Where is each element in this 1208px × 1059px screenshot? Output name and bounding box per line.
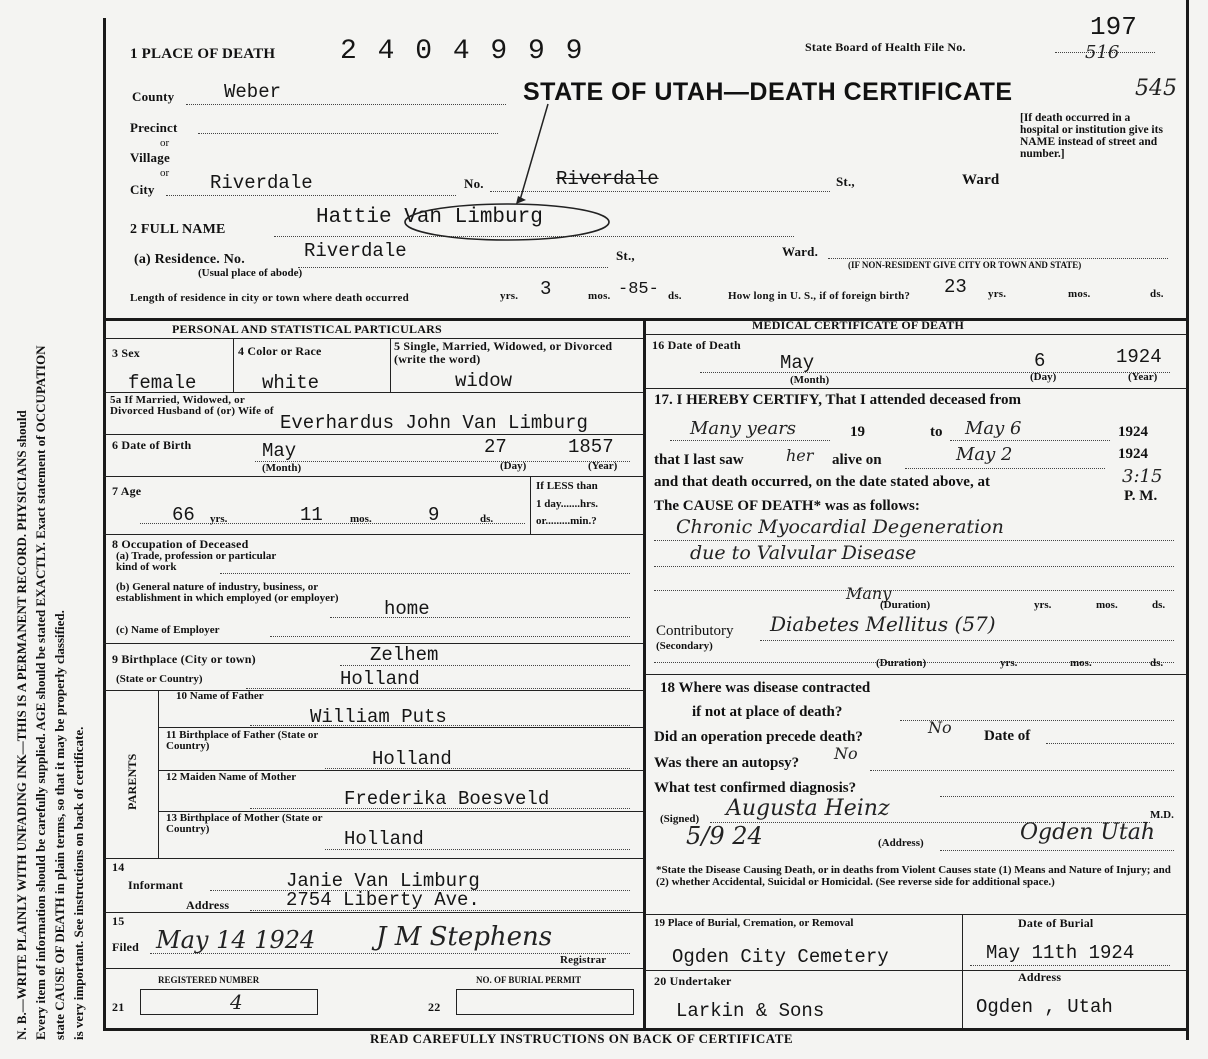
attended-from: Many years	[690, 418, 797, 439]
us-years: 23	[944, 276, 967, 298]
sidebar-line-4: is very important. See instructions on back of certificate.	[71, 726, 86, 1040]
physician-signature: Augusta Heinz	[726, 796, 890, 821]
residence-label: (a) Residence. No.	[134, 252, 245, 267]
duration-mos-1: mos.	[1096, 599, 1118, 611]
rule-undertaker	[645, 970, 1187, 971]
length-mos-struck: -85-	[618, 280, 659, 299]
father-bp-line	[325, 768, 630, 769]
registered-number-box	[140, 989, 318, 1015]
burial-date-label: Date of Burial	[1018, 916, 1094, 930]
footnote: *State the Disease Causing Death, or in deaths from Violent Causes state (1) Means and Nature of Injury; and (2) whether Accidental, Suicidal or Homicidal. (See reverse side for additional space.)	[656, 864, 1171, 888]
village-label: Village	[130, 150, 170, 165]
occ-a-line	[220, 573, 630, 574]
mother-line	[250, 808, 630, 809]
age-days: 9	[428, 504, 440, 526]
title-arrow	[510, 100, 560, 210]
file-number-handwritten: 516	[1085, 42, 1120, 63]
rule-burial	[645, 914, 1187, 915]
filed-line	[150, 953, 630, 954]
medical-heading: MEDICAL CERTIFICATE OF DEATH	[752, 318, 964, 332]
frame-left	[103, 18, 106, 1028]
death-date-line	[700, 372, 1170, 373]
marital-value: widow	[455, 370, 513, 392]
registered-number-label: REGISTERED NUMBER	[158, 975, 260, 985]
sidebar-line-1: N. B.—WRITE PLAINLY WITH UNFADING INK—THIS IS A PERMANENT RECORD. PHYSICIANS should	[14, 410, 29, 1040]
rule-occupation	[103, 534, 643, 535]
duration-mos-2: mos.	[1070, 657, 1092, 669]
spouse-value: Everhardus John Van Limburg	[280, 412, 588, 434]
age-line	[140, 523, 525, 524]
residence-value: Riverdale	[304, 240, 407, 262]
rule-registered	[103, 968, 643, 969]
or-1: or	[160, 137, 170, 149]
father-line	[250, 725, 630, 726]
autopsy-value: No	[834, 744, 858, 763]
cause-line-3-rule	[654, 590, 1174, 591]
death-year-label: (Year)	[1128, 371, 1158, 383]
certificate-title: STATE OF UTAH—DEATH CERTIFICATE	[523, 78, 1013, 106]
county-label: County	[132, 89, 175, 104]
dob-day: 27	[484, 436, 507, 458]
occupation-label: 8 Occupation of Deceased	[112, 537, 249, 551]
county-value: Weber	[224, 81, 282, 103]
duration-ds-2: ds.	[1150, 657, 1164, 669]
city-line	[166, 195, 456, 196]
death-month-label: (Month)	[790, 374, 830, 386]
us-yrs-label: yrs.	[988, 288, 1007, 300]
birthplace-city-line	[340, 665, 630, 666]
father-birthplace-label: 11 Birthplace of Father (State or Country)	[166, 729, 319, 752]
rule-item18	[645, 674, 1187, 675]
file-no-line	[1055, 52, 1155, 53]
filed-date: May 14 1924	[156, 926, 316, 954]
informant-address-value: 2754 Liberty Ave.	[286, 889, 480, 911]
informant-address-line	[250, 910, 630, 911]
death-time: 3:15	[1122, 466, 1163, 487]
item-22-label: 22	[428, 1000, 441, 1014]
st-label: St.,	[836, 174, 855, 189]
res-st-label: St.,	[616, 248, 635, 263]
rule-sex-color	[233, 338, 234, 392]
hospital-note: [If death occurred in a hospital or institution give its NAME instead of street and number.]	[1020, 112, 1163, 160]
registrar-label: Registrar	[560, 954, 607, 966]
residence-line	[298, 267, 608, 268]
birthplace-state-label: (State or Country)	[116, 673, 203, 685]
father-birthplace-value: Holland	[372, 748, 452, 770]
last-saw-label: that I last saw	[654, 452, 744, 468]
mother-birthplace-label: 13 Birthplace of Mother (State or Country)	[166, 812, 323, 835]
occupation-c-label: (c) Name of Employer	[116, 624, 220, 636]
how-long-label: How long in U. S., if of foreign birth?	[728, 290, 911, 302]
age-yrs-label: yrs.	[210, 513, 228, 525]
color-value: white	[262, 372, 320, 394]
no-value-struck: Riverdale	[556, 168, 659, 190]
rule-burial-col	[962, 914, 963, 1029]
surname-circle	[402, 200, 612, 244]
occupation-b-value: home	[384, 598, 430, 620]
signed-date: 5/9 24	[686, 822, 763, 850]
father-label: 10 Name of Father	[176, 690, 264, 702]
contributory-line	[760, 640, 1174, 641]
rule-age	[103, 476, 643, 477]
sex-label: 3 Sex	[112, 346, 140, 360]
certificate-number: 2 4 0 4 9 9 9	[340, 36, 585, 67]
dob-label: 6 Date of Birth	[112, 438, 192, 452]
dob-day-label: (Day)	[500, 460, 527, 472]
certify-label: 17. I HEREBY CERTIFY, That I attended deceased from	[654, 392, 1022, 408]
sidebar-instructions	[0, 0, 100, 1059]
precinct-label: Precinct	[130, 120, 178, 135]
dob-year-label: (Year)	[588, 460, 618, 472]
dob-line	[255, 461, 630, 462]
age-ds-label: ds.	[480, 513, 494, 525]
mother-value: Frederika Boesveld	[344, 788, 550, 810]
burial-place-value: Ogden City Cemetery	[672, 946, 889, 968]
secondary-label: (Secondary)	[656, 640, 713, 652]
death-day-label: (Day)	[1030, 371, 1057, 383]
physician-address: Ogden Utah	[1020, 820, 1156, 845]
nineteen-2: 1924	[1118, 424, 1148, 440]
not-at-place-label: if not at place of death?	[692, 704, 843, 720]
burial-place-label: 19 Place of Burial, Cremation, or Removal	[654, 917, 854, 929]
birthplace-city: Zelhem	[370, 644, 439, 666]
informant-address-label: Address	[186, 898, 230, 912]
age-mos-label: mos.	[350, 513, 372, 525]
last-saw-who: her	[786, 446, 814, 465]
undertaker-label: 20 Undertaker	[654, 974, 732, 988]
duration-label-1: (Duration)	[880, 599, 931, 611]
address-line	[940, 850, 1174, 851]
nonresident-note: (IF NON-RESIDENT GIVE CITY OR TOWN AND STATE)	[848, 260, 1082, 270]
nineteen-1: 19	[850, 424, 865, 440]
undertaker-address-label: Address	[1018, 970, 1062, 984]
file-number: 197	[1090, 12, 1137, 42]
attended-from-line	[670, 440, 830, 441]
father-value: William Puts	[310, 706, 447, 728]
mother-bp-line	[325, 849, 630, 850]
duration-value: Many	[846, 584, 892, 603]
or-min-label: or.........min.?	[536, 515, 597, 527]
burial-date-value: May 11th 1924	[986, 942, 1135, 964]
date-of-label: Date of	[984, 728, 1031, 744]
md-label: M.D.	[1150, 809, 1174, 821]
dob-month-label: (Month)	[262, 462, 302, 474]
ward-label: Ward	[962, 172, 1000, 188]
autopsy-label: Was there an autopsy?	[654, 755, 800, 771]
operation-label: Did an operation precede death?	[654, 729, 863, 745]
day-hrs-label: 1 day.......hrs.	[536, 498, 599, 510]
age-years: 66	[172, 504, 195, 526]
attended-to: May 6	[965, 418, 1022, 439]
operation-value: No	[928, 718, 952, 737]
burial-permit-box	[456, 989, 634, 1015]
duration-yrs-1: yrs.	[1034, 599, 1052, 611]
burial-date-line	[970, 965, 1170, 966]
us-ds-label: ds.	[1150, 288, 1164, 300]
precinct-line	[198, 133, 498, 134]
age-months: 11	[300, 504, 323, 526]
signed-label: (Signed)	[660, 813, 700, 825]
res-ward-label: Ward.	[782, 244, 819, 259]
death-day: 6	[1034, 350, 1046, 372]
undertaker-address-value: Ogden , Utah	[976, 996, 1113, 1018]
sidebar-line-3: state CAUSE OF DEATH in plain terms, so that it may be properly classified.	[52, 610, 67, 1040]
res-ward-line	[828, 258, 1168, 259]
birthplace-country-line	[246, 688, 630, 689]
to-label: to	[930, 424, 943, 440]
burial-permit-label: NO. OF BURIAL PERMIT	[476, 975, 582, 985]
item-14-label: 14	[112, 860, 125, 874]
cause-line-1: Chronic Myocardial Degeneration	[676, 516, 1004, 538]
personal-heading: PERSONAL AND STATISTICAL PARTICULARS	[172, 322, 442, 336]
rule-informant	[103, 858, 643, 859]
occupation-a-label: (a) Trade, profession or particular kind of work	[116, 550, 277, 573]
alive-on-label: alive on	[832, 452, 882, 468]
parents-label: PARENTS	[125, 753, 139, 810]
duration-ds-1: ds.	[1152, 599, 1166, 611]
full-name-value: Hattie Van Limburg	[316, 206, 543, 229]
sex-value: female	[128, 372, 197, 394]
rule-father-bp	[158, 727, 643, 728]
death-date-label: 16 Date of Death	[652, 338, 741, 352]
mother-label: 12 Maiden Name of Mother	[166, 771, 297, 783]
marital-label: 5 Single, Married, Widowed, or Divorced (write the word)	[394, 339, 613, 366]
length-yrs: 3	[540, 278, 552, 300]
death-occurred-label: and that death occurred, on the date stated above, at	[654, 474, 990, 490]
alive-on-line	[905, 468, 1105, 469]
contributory-label: Contributory	[656, 623, 734, 639]
us-mos-label: mos.	[1068, 288, 1091, 300]
rule-dob	[103, 434, 643, 435]
rule-parents-col	[158, 690, 159, 858]
rule-color-marital	[390, 338, 391, 392]
city-value: Riverdale	[210, 172, 313, 194]
occ-c-line	[270, 636, 630, 637]
occ-b-line	[330, 617, 630, 618]
cause-line-2-rule	[654, 566, 1174, 567]
undertaker-value: Larkin & Sons	[676, 1000, 825, 1022]
cause-line-2: due to Valvular Disease	[690, 542, 917, 564]
rule-medical-head	[645, 334, 1187, 335]
color-label: 4 Color or Race	[238, 344, 322, 358]
full-name-label: 2 FULL NAME	[130, 222, 226, 237]
registrar-signature: J M Stephens	[376, 922, 553, 952]
duration-label-2: (Duration)	[876, 657, 927, 669]
alive-on-value: May 2	[956, 444, 1013, 465]
length-ds-label: ds.	[668, 290, 682, 302]
dob-month: May	[262, 440, 297, 462]
frame-right	[1186, 0, 1189, 1040]
footer-instructions: READ CAREFULLY INSTRUCTIONS ON BACK OF CERTIFICATE	[370, 1031, 794, 1046]
autopsy-line	[870, 770, 1174, 771]
spouse-label: 5a If Married, Widowed, or Divorced Husband of (or) Wife of	[110, 394, 274, 417]
rule-filed	[103, 912, 643, 913]
mother-birthplace-value: Holland	[344, 828, 424, 850]
length-label: Length of residence in city or town where death occurred	[130, 292, 409, 304]
county-line	[186, 104, 506, 105]
rule-spouse	[103, 392, 643, 393]
address-label: (Address)	[878, 837, 924, 849]
informant-value: Janie Van Limburg	[286, 870, 480, 892]
test-line	[940, 796, 1174, 797]
nineteen-3: 1924	[1118, 446, 1148, 462]
test-label: What test confirmed diagnosis?	[654, 780, 857, 796]
age-label: 7 Age	[112, 484, 142, 498]
item-15-label: 15	[112, 914, 125, 928]
or-2: or	[160, 167, 170, 179]
no-label: No.	[464, 176, 484, 191]
ampm-label: P. M.	[1124, 488, 1158, 504]
length-mos-label: mos.	[588, 290, 611, 302]
occupation-b-label: (b) General nature of industry, business, or establishment in which employed (or employer)	[116, 581, 339, 604]
rule-age-less	[530, 476, 531, 534]
sidebar-line-2: Every item of information should be carefully supplied. AGE should be stated EXACTLY. Exact statement of OCCUPATION	[33, 345, 48, 1040]
item-21-label: 21	[112, 1000, 125, 1014]
filed-label: Filed	[112, 940, 139, 954]
death-year: 1924	[1116, 346, 1162, 368]
death-month: May	[780, 352, 815, 374]
duration-yrs-2: yrs.	[1000, 657, 1018, 669]
less-than-label: If LESS than	[536, 480, 598, 492]
registered-number-value: 4	[230, 990, 243, 1014]
city-label: City	[130, 182, 155, 197]
item18-label: 18 Where was disease contracted	[660, 680, 871, 696]
cause-label: The CAUSE OF DEATH* was as follows:	[654, 498, 920, 514]
birthplace-country: Holland	[340, 668, 420, 690]
rule-certify	[645, 388, 1187, 389]
birthplace-label: 9 Birthplace (City or town)	[112, 652, 256, 666]
attended-to-line	[950, 440, 1110, 441]
date-of-line	[1046, 743, 1174, 744]
title-handwritten-number: 545	[1135, 76, 1177, 101]
file-no-label: State Board of Health File No.	[805, 40, 966, 54]
contributory-value: Diabetes Mellitus (57)	[770, 612, 996, 636]
residence-sub: (Usual place of abode)	[198, 267, 303, 279]
cause-line-1-rule	[654, 540, 1174, 541]
dob-year: 1857	[568, 436, 614, 458]
length-yrs-label: yrs.	[500, 290, 519, 302]
place-of-death-label: 1 PLACE OF DEATH	[130, 46, 276, 62]
informant-label: Informant	[128, 878, 184, 892]
